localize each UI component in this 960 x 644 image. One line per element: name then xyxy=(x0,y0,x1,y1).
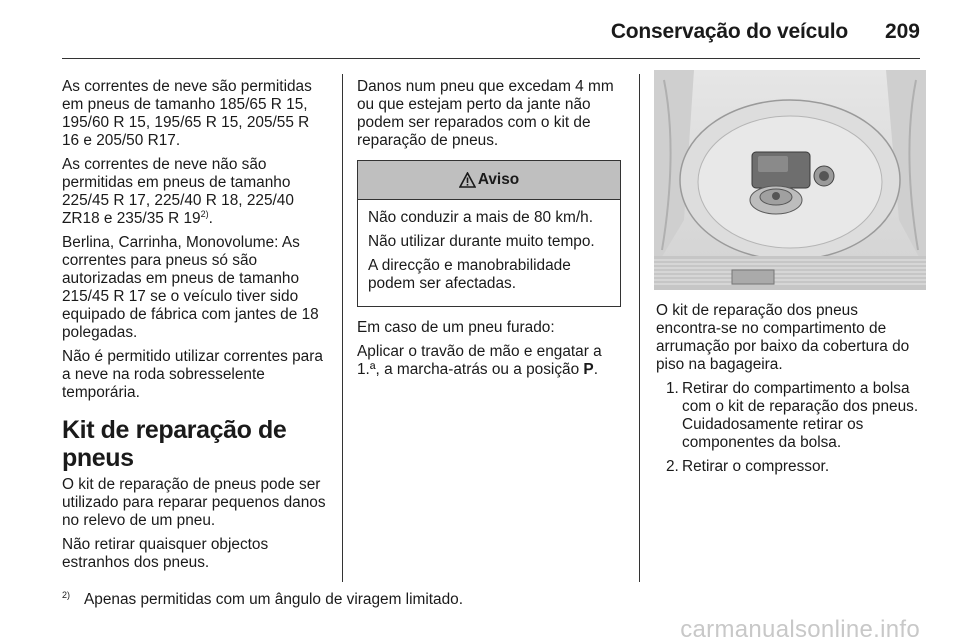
paragraph: Aplicar o travão de mão e engatar a 1.ª, a marcha-atrás ou a posição P. xyxy=(357,343,602,378)
tyre-repair-kit-image xyxy=(654,70,926,290)
warning-line: Não conduzir a mais de 80 km/h. xyxy=(368,209,593,226)
section-heading: Kit de reparação de pneus xyxy=(62,416,287,472)
list-item: 1. Retirar do compartimento a bolsa com o kit de reparação dos pneus. Cuidadosamente retirar os componentes da bolsa. xyxy=(666,380,919,451)
page-header xyxy=(0,0,960,62)
column-divider-1 xyxy=(342,74,343,582)
warning-icon xyxy=(459,172,476,188)
watermark: carmanualsonline.info xyxy=(680,616,920,643)
page-number: 209 xyxy=(884,20,920,43)
paragraph: O kit de reparação de pneus pode ser utilizado para reparar pequenos danos no relevo de um pneu. xyxy=(62,476,326,529)
warning-header xyxy=(358,161,620,200)
trunk-illustration xyxy=(654,70,926,290)
warning-box xyxy=(357,160,621,307)
column-right xyxy=(656,302,926,482)
paragraph: Não é permitido utilizar correntes para a neve na roda sobresselente temporária. xyxy=(62,348,323,401)
paragraph: Em caso de um pneu furado: xyxy=(357,319,555,336)
paragraph: As correntes de neve são permitidas em pneus de tamanho 185/65 R 15, 195/60 R 15, 195/65 R 15, 205/55 R 16 e 205/50 R17. xyxy=(62,78,312,149)
list-item: 2. Retirar o compressor. xyxy=(666,458,830,475)
paragraph: As correntes de neve não são permitidas em pneus de tamanho 225/45 R 17, 225/40 R 18, 225/40 ZR18 e 235/35 R 19$^{2)}$. xyxy=(62,156,294,227)
paragraph: Não retirar quaisquer objectos estranhos dos pneus. xyxy=(62,536,269,571)
header-divider xyxy=(62,58,920,59)
steps-list xyxy=(656,380,926,476)
page-title: Conservação do veículo xyxy=(610,20,848,43)
paragraph: Danos num pneu que excedam 4 mm ou que estejam perto da jante não podem ser reparados com o kit de reparação de pneus. xyxy=(357,78,614,149)
column-middle xyxy=(357,78,623,385)
footnote-mark: 2) xyxy=(62,590,71,600)
footnote-text: Apenas permitidas com um ângulo de viragem limitado. xyxy=(84,591,463,609)
warning-line: Não utilizar durante muito tempo. xyxy=(368,233,595,250)
footnote-ref[interactable]: 2) xyxy=(200,208,209,219)
paragraph: O kit de reparação dos pneus encontra-se no compartimento de arrumação por baixo da cobertura do piso na bagageira. xyxy=(656,302,910,373)
paragraph: Berlina, Carrinha, Monovolume: As correntes para pneus só são autorizadas em pneus de tamanho 215/45 R 17 se o veículo tiver sido equipado de fábrica com jantes de 18 polegadas. xyxy=(62,234,319,341)
column-divider-2 xyxy=(639,74,640,582)
footnote xyxy=(62,590,922,609)
warning-body xyxy=(358,200,620,306)
column-left xyxy=(62,78,330,578)
warning-title: Aviso xyxy=(477,171,520,188)
warning-line: A direcção e manobrabilidade podem ser afectadas. xyxy=(368,257,571,292)
